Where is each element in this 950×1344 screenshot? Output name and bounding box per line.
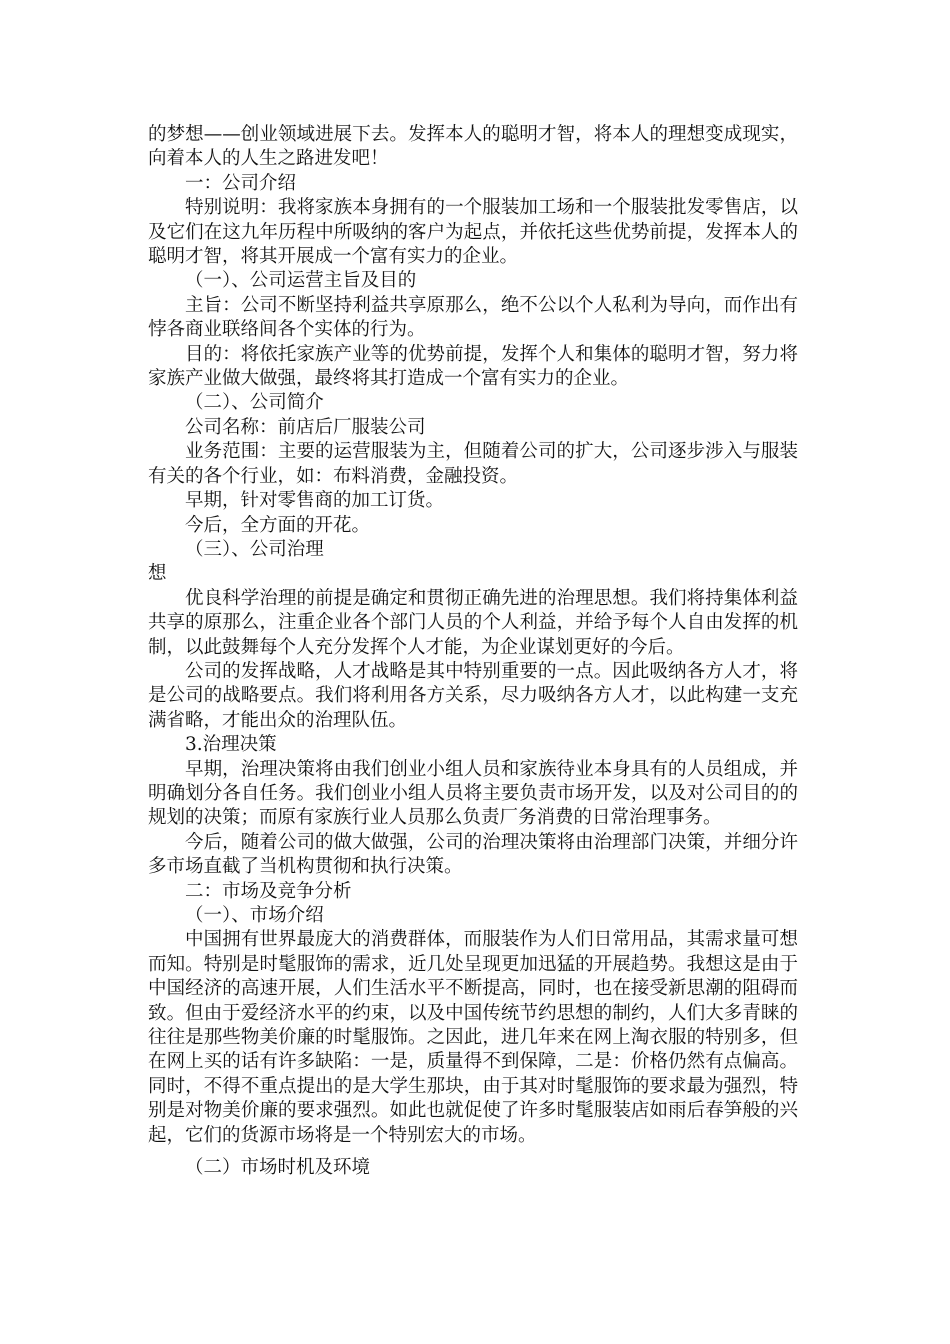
paragraph-principle: 主旨：公司不断坚持利益共享原那么，绝不公以个人私利为导向，而作出有悖各商业联络间各个实体的行为。 (148, 294, 798, 341)
heading-market-intro: （一）、市场介绍 (185, 905, 324, 926)
paragraph-special-note: 特别说明：我将家族本身拥有的一个服装加工场和一个服装批发零售店，以及它们在这九年历程中所吸纳的客户为起点，并依托这些优势前提，发挥本人的聪明才智，将其开展成一个富有实力的企业。 (148, 197, 798, 268)
paragraph-company-name: 公司名称：前店后厂服装公司 (185, 416, 426, 438)
heading-operation-purpose: （一）、公司运营主旨及目的 (185, 270, 417, 292)
paragraph-early-decision: 早期，治理决策将由我们创业小组人员和家族待业本身具有的人员组成，并明确划分各自任务。我们创业小组人员将主要负责市场开发，以及对公司目的的规划的决策；而原有家族行业人员那么负责厂务消费的日常治理事务。 (148, 758, 798, 829)
paragraph-management-thought: 优良科学治理的前提是确定和贯彻正确先进的治理思想。我们将持集体利益共享的原那么，注重企业各个部门人员的个人利益，并给予每个人自由发挥的机制，以此鼓舞每个人充分发挥个人才能，为企业谋划更好的今后。 (148, 587, 798, 658)
paragraph-talent-strategy: 公司的发挥战略，人才战略是其中特别重要的一点。因此吸纳各方人才，将是公司的战略要点。我们将利用各方关系，尽力吸纳各方人才，以此构建一支充满省略，才能出众的治理队伍。 (148, 660, 798, 731)
paragraph-early-stage: 早期，针对零售商的加工订货。 (185, 490, 445, 512)
paragraph-market-intro: 中国拥有世界最庞大的消费群体，而服装作为人们日常用品，其需求量可想而知。特别是时髦服饰的需求，近几处呈现更加迅猛的开展趋势。我想这是由于中国经济的高速开展，人们生活水平不断提高，同时，也在接受新思潮的阻碍而致。但由于爱经济水平的约束，以及中国传统节约思想的制约，人们大多青睐的往往是那些物美价廉的时髦服饰。之因此，进几年来在网上淘衣服的特别多，但在网上买的话有许多缺陷：一是，质量得不到保障，二是：价格仍然有点偏高。同时，不得不重点提出的是大学生那块，由于其对时髦服饰的要求最为强烈，特别是对物美价廉的要求强烈。如此也就促使了许多时髦服装店如雨后春笋般的兴起，它们的货源市场将是一个特别宏大的市场。 (148, 929, 798, 1146)
heading-market-opportunity: （二）市场时机及环境 (185, 1157, 371, 1179)
paragraph-future: 今后，全方面的开花。 (185, 514, 371, 536)
heading-management-decision: 3.治理决策 (185, 734, 277, 756)
paragraph-goal: 目的：将依托家族产业等的优势前提，发挥个人和集体的聪明才智，努力将家族产业做大做强，最终将其打造成一个富有实力的企业。 (148, 343, 798, 390)
heading-company-intro: 一：公司介绍 (185, 172, 297, 194)
paragraph-intro: 的梦想——创业领域进展下去。发挥本人的聪明才智，将本人的理想变成现实，向着本人的人生之路进发吧！ (148, 124, 798, 170)
paragraph-business-scope: 业务范围：主要的运营服装为主，但随着公司的扩大，公司逐步涉入与服装有关的各个行业，如：布料消费，金融投资。 (148, 441, 798, 487)
heading-company-management: （三）、公司治理 (185, 538, 324, 560)
heading-company-profile: （二）、公司简介 (185, 392, 324, 414)
document-body (148, 123, 798, 1180)
paragraph-fragment: 想 (148, 563, 167, 585)
paragraph-future-decision: 今后，随着公司的做大做强，公司的治理决策将由治理部门决策，并细分许多市场直截了当机构贯彻和执行决策。 (148, 831, 798, 878)
heading-market-analysis: 二：市场及竞争分析 (185, 880, 352, 902)
